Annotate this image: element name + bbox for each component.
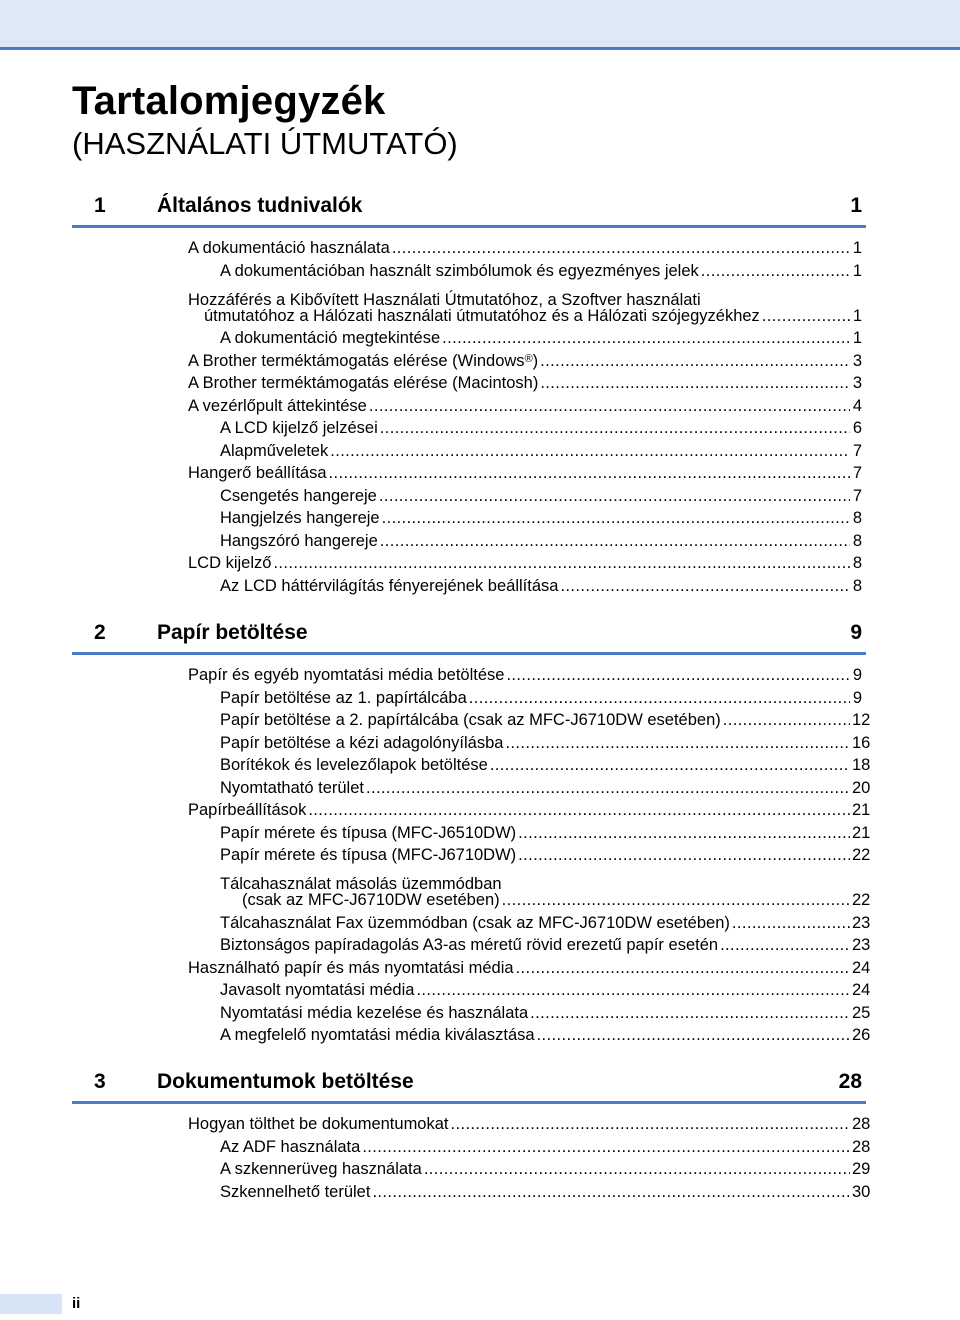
toc-entry-text: Hozzáférés a Kibővített Használati Útmutatóhoz, a Szoftver használati <box>188 290 701 309</box>
toc-entry-page: 21 <box>852 823 871 842</box>
toc-entry-text: Szkennelhető terület <box>220 1182 371 1201</box>
dot-leader <box>379 485 850 508</box>
toc-entry-text: LCD kijelző <box>188 554 272 572</box>
toc-entry-page: 8 <box>852 554 862 572</box>
toc-entry-page: 20 <box>852 778 871 797</box>
toc-entry[interactable] <box>72 417 866 440</box>
toc-entry-text: útmutatóhoz a Hálózati használati útmutatóhoz és a Hálózati szójegyzékhez <box>204 306 760 325</box>
toc-entry-page: 8 <box>852 576 862 595</box>
chapter-page: 9 <box>850 621 862 644</box>
toc-entry-text: Papír betöltése a kézi adagolónyílásba <box>220 733 504 752</box>
dot-leader <box>540 350 850 373</box>
dot-leader <box>469 687 850 710</box>
toc-entry[interactable] <box>72 462 866 485</box>
toc-entry-text: A szkennerüveg használata <box>220 1160 422 1178</box>
toc-entry[interactable] <box>72 440 866 463</box>
chapter-title: Papír betöltése <box>157 621 308 644</box>
toc-entry-page: 7 <box>852 486 862 505</box>
dot-leader <box>505 732 850 755</box>
chapter-page: 1 <box>850 194 862 217</box>
toc-entry-text: Használható papír és más nyomtatási média <box>188 958 514 977</box>
toc-entry-text: Alapműveletek <box>220 441 329 460</box>
dot-leader <box>424 1158 850 1181</box>
toc-entry-page: 29 <box>852 1160 871 1178</box>
toc-entry[interactable] <box>72 1136 871 1159</box>
toc-entry[interactable] <box>72 1113 871 1136</box>
toc-entry-text: Papír betöltése a 2. papírtálcába (csak az MFC-J6710DW esetében) <box>220 711 721 729</box>
dot-leader <box>490 754 850 777</box>
dot-leader <box>516 957 850 980</box>
toc-entry-page: 23 <box>852 913 871 932</box>
toc-entry[interactable] <box>72 754 871 777</box>
toc-entry[interactable] <box>72 372 866 395</box>
toc-entry[interactable] <box>72 1002 871 1025</box>
toc-entry-text: Papír mérete és típusa (MFC-J6510DW) <box>220 823 517 842</box>
toc-entry-text: A vezérlőpult áttekintése <box>188 396 367 415</box>
dot-leader <box>451 1113 851 1136</box>
toc-entry-page: 9 <box>852 688 862 707</box>
toc-entry-text: Borítékok és levelezőlapok betöltése <box>220 756 488 774</box>
dot-leader <box>723 709 850 732</box>
chapter-title: Dokumentumok betöltése <box>157 1070 414 1093</box>
toc-entry-text: Csengetés hangereje <box>220 486 377 505</box>
chapter-title: Általános tudnivalók <box>157 194 363 217</box>
dot-leader <box>329 462 850 485</box>
chapter-section <box>72 1066 871 1203</box>
toc-entry-text: Tálcahasználat Fax üzemmódban (csak az MFC-J6710DW esetében) <box>220 913 730 932</box>
toc-entry[interactable] <box>72 282 866 309</box>
dot-leader <box>392 237 850 260</box>
toc-entry-text: Biztonságos papíradagolás A3-as méretű rövid erezetű papír esetén <box>220 936 719 954</box>
toc-entry-text: Nyomtatási média kezelése és használata <box>220 1003 529 1022</box>
chapter-heading[interactable] <box>72 1066 866 1104</box>
toc-entry-page: 18 <box>852 756 871 774</box>
toc-entry-page: 3 <box>852 351 862 370</box>
toc-entry-page: 3 <box>852 374 862 392</box>
toc-entry-text: Tálcahasználat másolás üzemmódban <box>220 875 502 893</box>
dot-leader <box>502 889 850 912</box>
toc-entry-page: 16 <box>852 733 871 752</box>
toc-entry[interactable] <box>72 485 866 508</box>
chapter-heading[interactable] <box>72 617 866 655</box>
toc-entry-page: 21 <box>852 801 871 819</box>
dot-leader <box>504 867 850 890</box>
toc-entry[interactable] <box>72 507 866 530</box>
entry-list <box>72 664 871 1047</box>
toc-entry[interactable] <box>72 350 866 373</box>
toc-entry-text: A megfelelő nyomtatási média kiválasztása <box>220 1026 535 1044</box>
chapter-page: 28 <box>838 1070 862 1093</box>
toc-entry-text: A LCD kijelző jelzései <box>220 419 378 437</box>
toc-entry-text: Hangerő beállítása <box>188 464 327 482</box>
page-subtitle: (HASZNÁLATI ÚTMUTATÓ) <box>72 126 458 161</box>
chapter-section <box>72 617 871 1047</box>
toc-entry[interactable] <box>72 979 871 1002</box>
toc-entry-page: 1 <box>852 239 862 257</box>
toc-entry-page: 28 <box>852 1137 871 1156</box>
toc-entry-text: Hogyan tölthet be dokumentumokat <box>188 1115 449 1133</box>
toc-entry-page: 22 <box>852 891 871 909</box>
toc-entry-page: 8 <box>852 531 862 550</box>
toc-entry-text: A Brother terméktámogatás elérése (Macintosh) <box>188 374 539 392</box>
toc-entry[interactable] <box>72 237 866 260</box>
dot-leader <box>442 327 850 350</box>
toc-entry[interactable] <box>72 889 871 912</box>
dot-leader <box>530 1002 850 1025</box>
toc-entry-text: A dokumentáció használata <box>188 239 390 257</box>
chapter-number: 2 <box>94 621 106 644</box>
toc-entry-page: 9 <box>852 666 862 684</box>
toc-entry-text: Nyomtatható terület <box>220 778 364 797</box>
dot-leader <box>380 530 850 553</box>
toc-entry[interactable] <box>72 1158 871 1181</box>
dot-leader <box>308 799 850 822</box>
dot-leader <box>540 372 850 395</box>
toc-entry-text: Hangjelzés hangereje <box>220 509 380 527</box>
toc-entry-text: (csak az MFC-J6710DW esetében) <box>242 891 500 909</box>
dot-leader <box>372 1181 850 1204</box>
toc-entry-text: Hangszóró hangereje <box>220 531 378 550</box>
dot-leader <box>506 664 850 687</box>
toc-entry-text: A dokumentáció megtekintése <box>220 329 441 347</box>
dot-leader <box>362 1136 850 1159</box>
toc-entry[interactable] <box>72 395 866 418</box>
toc-entry-page: 1 <box>852 261 862 280</box>
toc-entry[interactable] <box>72 552 866 575</box>
dot-leader <box>330 440 850 463</box>
toc-entry-page: 6 <box>852 419 862 437</box>
toc-entry[interactable] <box>72 957 871 980</box>
toc-entry[interactable] <box>72 530 866 553</box>
toc-entry-page: 26 <box>852 1026 871 1044</box>
footer-tab <box>0 1294 62 1314</box>
dot-leader <box>518 844 850 867</box>
toc-entry-text: Papírbeállítások <box>188 801 307 819</box>
toc-entry[interactable] <box>72 687 866 710</box>
page-title: Tartalomjegyzék <box>72 79 386 123</box>
toc-entry-text: Papír és egyéb nyomtatási média betöltése <box>188 666 505 684</box>
toc-entry[interactable] <box>72 799 871 822</box>
toc-entry[interactable] <box>72 575 866 598</box>
toc-entry-text: Papír mérete és típusa (MFC-J6710DW) <box>220 846 517 864</box>
toc-entry-page: 8 <box>852 509 862 527</box>
toc-entry-text: A dokumentációban használt szimbólumok és egyezményes jelek <box>220 261 699 280</box>
toc-entry-page: 23 <box>852 936 871 954</box>
dot-leader <box>366 777 850 800</box>
chapter-number: 3 <box>94 1070 106 1093</box>
footer-page-number: ii <box>72 1295 81 1312</box>
toc-entry[interactable] <box>72 732 871 755</box>
chapter-number: 1 <box>94 194 106 217</box>
registered-mark: ® <box>524 352 533 365</box>
toc-entry-page: 12 <box>852 711 871 729</box>
toc-entry[interactable] <box>72 1181 871 1204</box>
toc-entry-text: Az ADF használata <box>220 1137 361 1156</box>
dot-leader <box>762 305 850 328</box>
chapter-section <box>72 190 866 597</box>
toc-entry-page: 24 <box>852 958 871 977</box>
dot-leader <box>273 552 850 575</box>
toc-entry-text: A Brother terméktámogatás elérése (Windows <box>188 351 525 370</box>
toc-entry-page: 25 <box>852 1003 871 1022</box>
toc-entry-page: 30 <box>852 1182 871 1201</box>
entry-list <box>72 1113 871 1203</box>
toc-entry[interactable] <box>72 260 866 283</box>
toc-entry-page: 1 <box>852 306 862 325</box>
toc-entry-page: 7 <box>852 441 862 460</box>
toc-entry[interactable] <box>72 664 866 687</box>
dot-leader <box>703 282 850 305</box>
dot-leader <box>518 822 850 845</box>
top-banner <box>0 0 960 50</box>
toc-entry-page: 28 <box>852 1115 871 1133</box>
dot-leader <box>720 934 850 957</box>
dot-leader <box>416 979 850 1002</box>
toc-entry-text: Javasolt nyomtatási média <box>220 981 415 999</box>
toc-entry-text: Papír betöltése az 1. papírtálcába <box>220 688 467 707</box>
toc-entry-suffix: ) <box>532 351 539 370</box>
toc-entry-text: Az LCD háttérvilágítás fényerejének beállítása <box>220 576 559 595</box>
toc-entry[interactable] <box>72 822 871 845</box>
toc-entry[interactable] <box>72 327 866 350</box>
toc-entry-page: 4 <box>852 396 862 415</box>
toc-entry-page: 24 <box>852 981 871 999</box>
dot-leader <box>701 260 850 283</box>
toc-entry[interactable] <box>72 912 871 935</box>
toc-entry[interactable] <box>72 867 866 893</box>
entry-list <box>72 237 866 597</box>
toc-entry[interactable] <box>72 844 871 867</box>
chapter-heading[interactable] <box>72 190 866 228</box>
toc-entry-page: 7 <box>852 464 862 482</box>
dot-leader <box>560 575 850 598</box>
dot-leader <box>380 417 850 440</box>
toc-entry-page: 22 <box>852 846 871 864</box>
dot-leader <box>537 1024 850 1047</box>
dot-leader <box>382 507 850 530</box>
toc-entry[interactable] <box>72 777 871 800</box>
toc-entry-page: 1 <box>852 329 862 347</box>
toc-entry[interactable] <box>72 709 871 732</box>
toc-entry[interactable] <box>72 934 871 957</box>
dot-leader <box>732 912 850 935</box>
dot-leader <box>369 395 850 418</box>
toc-entry[interactable] <box>72 1024 871 1047</box>
